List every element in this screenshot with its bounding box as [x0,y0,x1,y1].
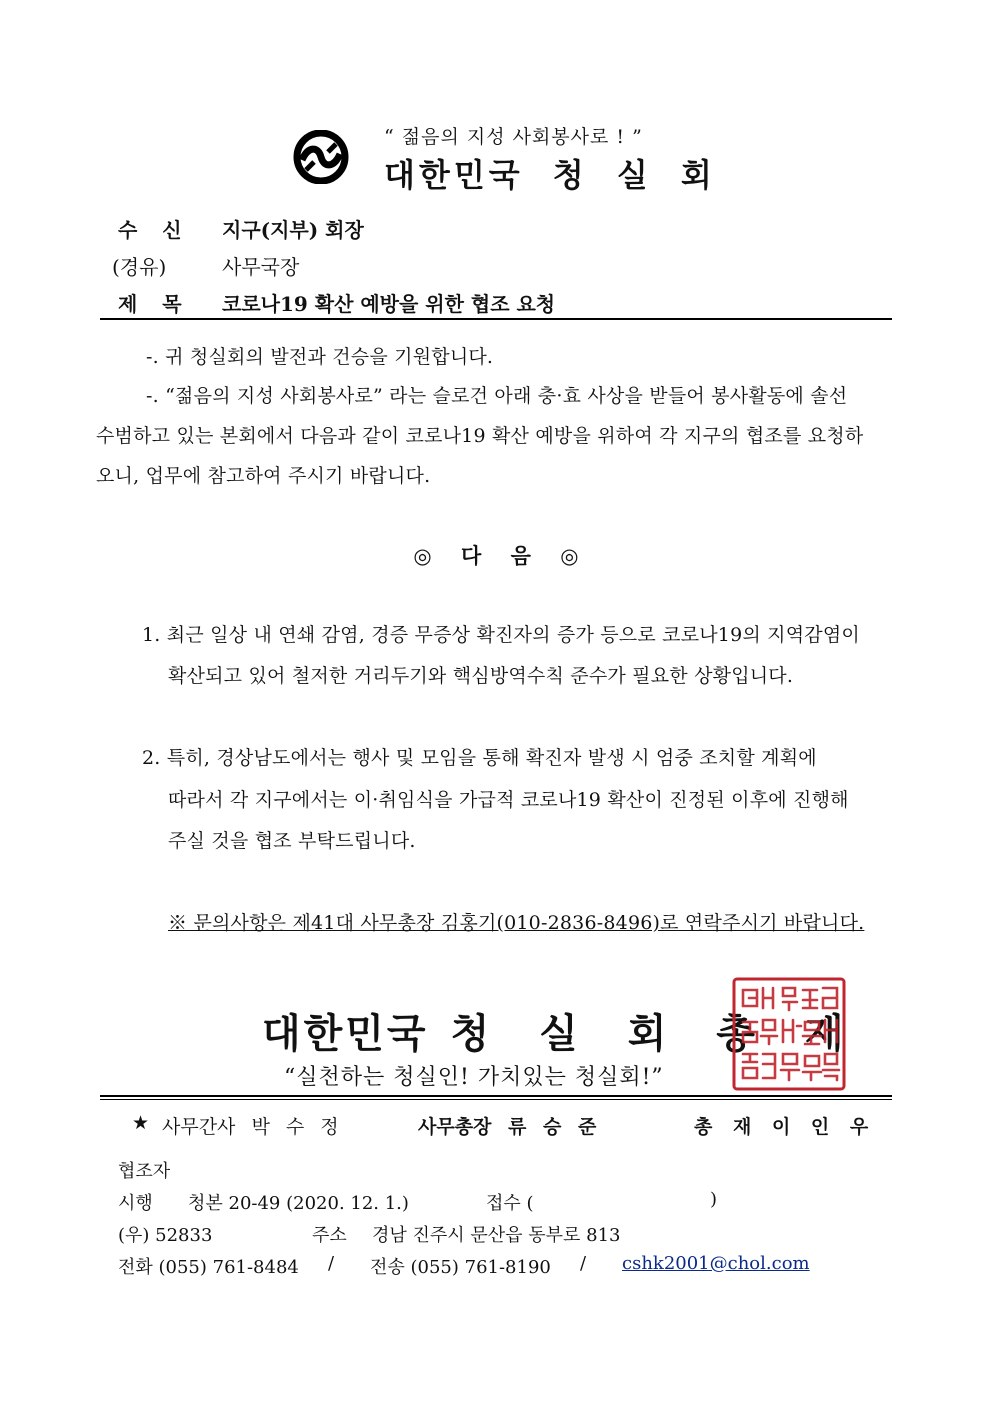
item-2-line-1: 2. 특히, 경상남도에서는 행사 및 모임을 통해 확진자 발생 시 엄중 조치할 계획에 [142,747,817,769]
receipt-close: ) [710,1189,718,1210]
organization-logo-icon [288,130,354,184]
item-1-line-2: 확산되고 있어 철저한 거리두기와 핵심방역수칙 준수가 필요한 상황입니다. [168,665,794,687]
section-heading: ◎ 다 음 ◎ [413,543,579,568]
separator-2: / [580,1253,587,1274]
phone: 전화 (055) 761-8484 [118,1257,299,1278]
footer-divider-top [100,1095,892,1097]
email-link[interactable]: cshk2001@chol.com [622,1253,810,1274]
cooperator-label: 협조자 [118,1161,171,1182]
slogan: “ 젊음의 지성 사회봉사로 ! ” [384,126,643,148]
separator-1: / [328,1253,335,1274]
zip-code: (우) 52833 [118,1225,213,1246]
signer-staff: 사무간사 박 수 정 [162,1116,339,1138]
subject-label: 제 목 [118,292,182,316]
header-divider [100,318,892,320]
intro-line-2: -. “젊음의 지성 사회봉사로” 라는 슬로건 아래 충·효 사상을 받들어 봉사활동에 솔선 [146,385,848,407]
issuer-motto: “실천하는 청실인! 가치있는 청실회!” [284,1065,664,1090]
issuer-title-country: 대한민국 [262,1010,429,1057]
footer-divider-bottom [100,1099,892,1100]
receipt-label: 접수 ( [486,1193,534,1214]
item-2-line-2: 따라서 각 지구에서는 이·취임식을 가급적 코로나19 확산이 진정된 이후에 진행해 [168,789,849,811]
contact-notice: ※ 문의사항은 제41대 사무총장 김홍기(010-2836-8496)로 연락주시기 바랍니다. [168,912,865,934]
to-label: 수 신 [118,218,182,242]
official-seal-stamp [731,976,847,1092]
intro-line-3: 수범하고 있는 본회에서 다음과 같이 코로나19 확산 예방을 위하여 각 지구의 협조를 요청하 [96,425,864,447]
fax: 전송 (055) 761-8190 [370,1257,551,1278]
via-label: (경유) [112,255,167,279]
intro-line-4: 오니, 업무에 참고하여 주시기 바랍니다. [96,465,431,487]
organization-name: 대한민국 청 실 회 [384,156,716,194]
item-1-line-1: 1. 최근 일상 내 연쇄 감염, 경증 무증상 확진자의 증가 등으로 코로나19의 지역감염이 [142,624,860,646]
to-value: 지구(지부) 회장 [222,218,364,242]
via-value: 사무국장 [222,255,300,279]
address-label: 주소 [312,1225,347,1246]
star-icon: ★ [132,1112,150,1134]
signer-president: 총 재 이 인 우 [694,1116,869,1138]
intro-line-1: -. 귀 청실회의 발전과 건승을 기원합니다. [146,346,494,368]
subject-value: 코로나19 확산 예방을 위한 협조 요청 [222,292,556,316]
item-2-line-3: 주실 것을 협조 부탁드립니다. [168,830,416,852]
enforce-label: 시행 [118,1193,153,1214]
address-value: 경남 진주시 문산읍 동부로 813 [372,1225,621,1246]
issuer-title-name: 청 실 회 총 재 [450,1010,862,1057]
signer-secretary: 사무총장 류 승 준 [418,1116,597,1138]
enforce-value: 청본 20-49 (2020. 12. 1.) [188,1193,409,1214]
